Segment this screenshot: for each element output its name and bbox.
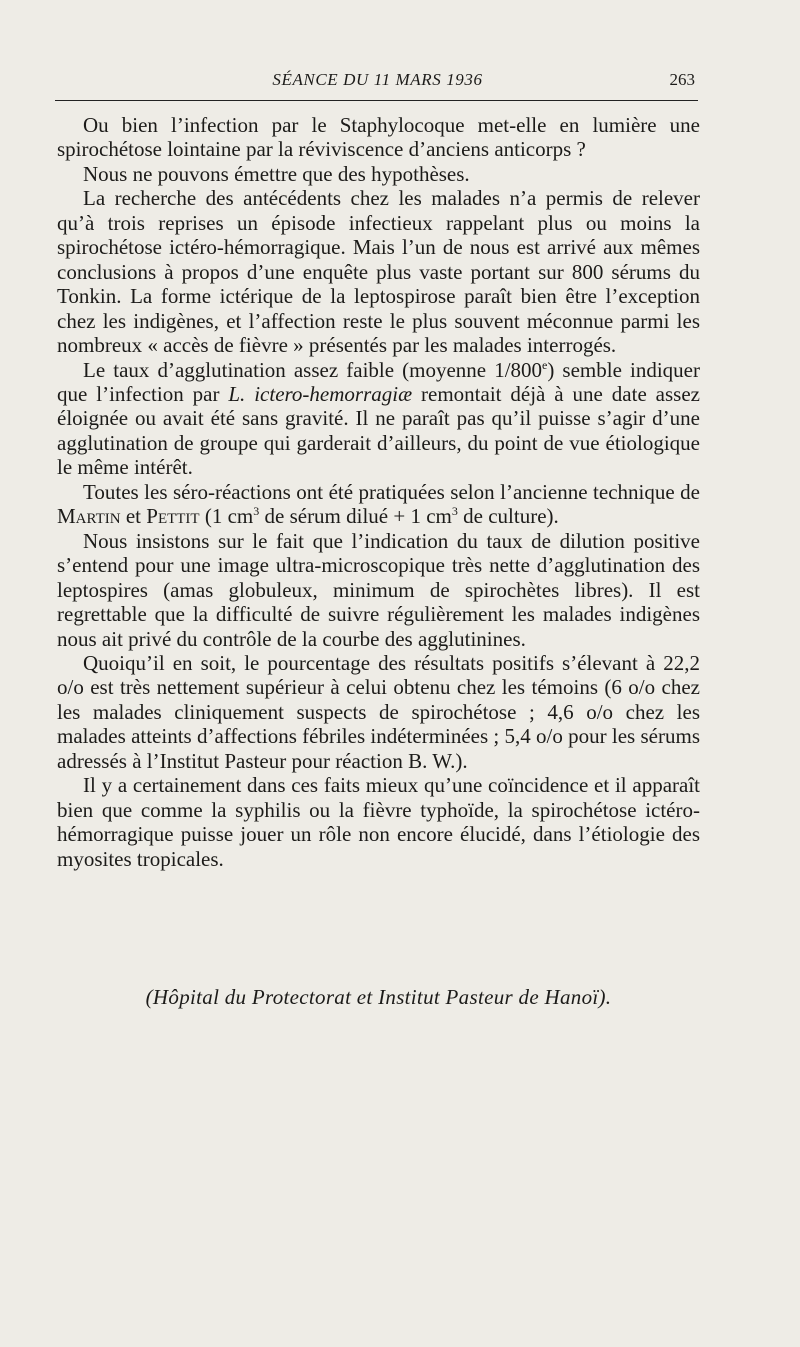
header-rule (55, 100, 698, 101)
paragraph-3: La recherche des antécédents chez les malades n’a permis de relever qu’à trois reprises un épisode infectieux rappelant plus ou moins la spirochétose ictéro-hémorragique. Mais l’un de nous est arrivé aux mêmes conclusions à propos d’une enquête plus vaste portant sur 800 sérums du Tonkin. La forme ictérique de la leptospirose paraît bien être l’exception chez les indigènes, et l’affection reste le plus souvent méconnue parmi les nombreux « accès de fièvre » présentés par les malades interrogés. (57, 186, 700, 358)
ordinal-superscript: e (542, 357, 548, 372)
paragraph-1: Ou bien l’infection par le Staphylocoque met-elle en lumière une spirochétose lointaine par la réviviscence d’anciens anticorps ? (57, 113, 700, 162)
paragraph-5-text-a: Toutes les séro-réactions ont été pratiquées selon l’ancienne technique de (83, 479, 700, 504)
affiliation-line: (Hôpital du Protectorat et Institut Pasteur de Hanoï). (145, 985, 612, 1009)
paragraph-6: Nous insistons sur le fait que l’indication du taux de dilution positive s’entend pour une image ultra-microscopique très nette d’agglutination des leptospires (amas globuleux, minimum de spirochètes libres). Il est regrettable que la difficulté de suivre régulièrement les malades indigènes nous ait privé du contrôle de la courbe des agglutinines. (57, 528, 700, 651)
article-body (57, 113, 700, 871)
species-name: L. ictero-hemorragiæ (228, 381, 413, 406)
paragraph-5-text-c: (1 cm (199, 504, 254, 529)
page-header (55, 70, 700, 94)
paragraph-5 (57, 480, 700, 529)
paragraph-4-text-c: remontait déjà à une date assez éloignée ou avait été sans gravité. Il ne paraît pas qu’il puisse s’agir d’une agglutination de groupe qui garderait d’ailleurs, du point de vue étiologique le même intérêt. (57, 381, 700, 480)
running-head: SÉANCE DU 11 MARS 1936 (272, 70, 483, 89)
paragraph-5-text-b: et (120, 504, 147, 529)
cubic-superscript-2: 3 (451, 504, 458, 519)
paragraph-4 (57, 358, 700, 480)
cubic-superscript-1: 3 (253, 504, 260, 519)
paragraph-7: Quoiqu’il en soit, le pourcentage des résultats positifs s’élevant à 22,2 o/o est très nettement supérieur à celui obtenu chez les témoins (6 o/o chez les malades cliniquement suspects de spirochétose ; 4,6 o/o chez les malades atteints d’affections fébriles indéterminées ; 5,4 o/o pour les sérums adressés à l’Institut Pasteur pour réaction B. W.). (57, 650, 700, 773)
paragraph-2: Nous ne pouvons émettre que des hypothèses. (83, 161, 470, 186)
paragraph-8: Il y a certainement dans ces faits mieux qu’une coïncidence et il apparaît bien que comme la syphilis ou la fièvre typhoïde, la spirochétose ictéro-hémorragique puisse jouer un rôle non encore élucidé, dans l’étiologie des myosites tropicales. (57, 773, 700, 871)
paragraph-4-text-a: Le taux d’agglutination assez faible (moyenne 1/800 (83, 357, 543, 382)
paragraph-4-text-b: ) semble indiquer que l’infection par (57, 357, 700, 406)
author-martin: Martin (57, 504, 121, 529)
paragraph-5-text-d: de sérum dilué + 1 cm (259, 504, 452, 529)
author-pettit: Pettit (146, 504, 200, 529)
paragraph-5-text-e: de culture). (457, 504, 559, 529)
page-number: 263 (669, 70, 695, 89)
